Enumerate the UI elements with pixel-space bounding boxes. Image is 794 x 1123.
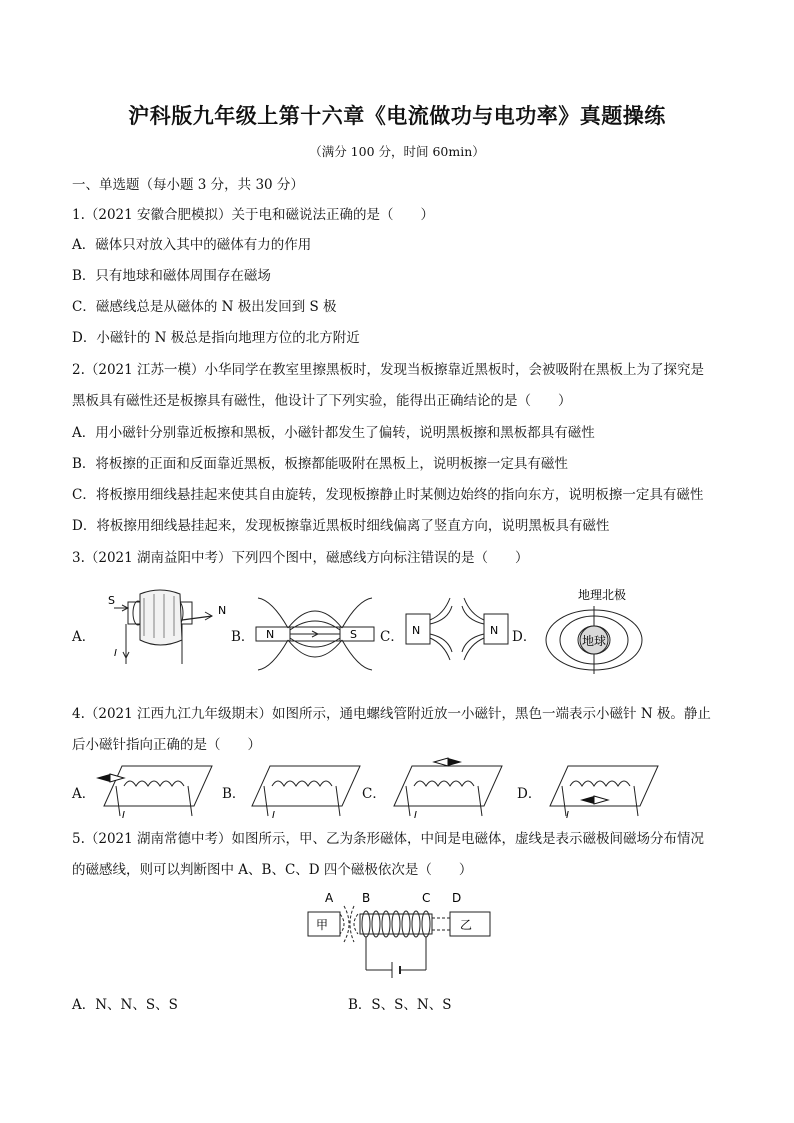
fig-d-earth-label: 地球	[582, 634, 607, 648]
fig-a-s-label: S	[108, 594, 115, 607]
q5-label-a: A	[325, 891, 334, 905]
q3-figure-b-bar-magnet	[252, 590, 378, 678]
q1-option-d: D．小磁针的 N 极总是指向地理方位的北方附近	[72, 330, 360, 346]
page-subtitle: （满分 100 分，时间 60min）	[309, 144, 485, 159]
fig-b-s-label: S	[350, 628, 357, 641]
q2-option-d: D．将板擦用细线悬挂起来，发现板擦靠近黑板时细线偏离了竖直方向，说明黑板具有磁性	[72, 518, 610, 534]
q1-option-b: B．只有地球和磁体周围存在磁场	[72, 268, 271, 284]
q4-d-current-label: I	[566, 810, 569, 821]
q2-option-c: C．将板擦用细线悬挂起来使其自由旋转，发现板擦静止时某侧边始终的指向东方，说明板擦一定具有磁性	[72, 487, 704, 503]
q2-stem-line1: 2.（2021 江苏一模）小华同学在教室里擦黑板时，发现当板擦靠近黑板时，会被吸附在黑板上为了探究是	[72, 362, 705, 378]
fig-b-n-label: N	[266, 628, 275, 641]
q4-figure-c	[384, 756, 506, 822]
q3-stem: 3.（2021 湖南益阳中考）下列四个图中，磁感线方向标注错误的是（ ）	[72, 550, 529, 566]
q5-option-a: A．N、N、S、S	[72, 997, 178, 1013]
q1-option-c: C．磁感线总是从磁体的 N 极出发回到 S 极	[72, 299, 337, 315]
q5-stem-line2: 的磁感线，则可以判断图中 A、B、C、D 四个磁极依次是（ ）	[72, 862, 473, 878]
q4-option-b-label: B．	[222, 786, 246, 802]
q1-stem: 1.（2021 安徽合肥模拟）关于电和磁说法正确的是（ ）	[72, 207, 435, 223]
q3-option-a-label: A．	[72, 629, 96, 645]
q4-figure-b	[242, 760, 364, 822]
q5-label-yi: 乙	[460, 918, 473, 932]
q5-label-jia: 甲	[316, 918, 329, 932]
q3-option-b-label: B．	[231, 629, 255, 645]
fig-a-n-label: N	[218, 604, 227, 617]
q4-b-current-label: I	[272, 810, 275, 821]
q2-option-b: B．将板擦的正面和反面靠近黑板，板擦都能吸附在黑板上，说明板擦一定具有磁性	[72, 456, 568, 472]
page-title: 沪科版九年级上第十六章《电流做功与电功率》真题操练	[128, 104, 666, 128]
q5-label-d: D	[452, 891, 462, 905]
q3-figure-a-hand-solenoid	[100, 584, 230, 674]
q5-stem-line1: 5.（2021 湖南常德中考）如图所示，甲、乙为条形磁体，中间是电磁体，虚线是表示磁极间磁场分布情况	[72, 831, 705, 847]
q4-stem-line1: 4.（2021 江西九江九年级期末）如图所示，通电螺线管附近放一小磁针，黑色一端表示小磁针 N 极。静止	[72, 706, 711, 722]
q4-option-a-label: A．	[72, 786, 96, 802]
q4-figure-a	[94, 760, 216, 822]
fig-d-north-label: 地理北极	[578, 588, 627, 602]
q3-option-d-label: D．	[512, 629, 537, 645]
q4-option-c-label: C．	[362, 786, 386, 802]
q3-option-c-label: C．	[380, 629, 404, 645]
q3-figure-d-earth-field	[538, 584, 648, 676]
q2-option-a: A．用小磁针分别靠近板擦和黑板，小磁针都发生了偏转，说明黑板擦和黑板都具有磁性	[72, 425, 595, 441]
q4-a-current-label: I	[122, 810, 125, 821]
q2-stem-line2: 黑板具有磁性还是板擦具有磁性，他设计了下列实验，能得出正确结论的是（ ）	[72, 393, 572, 409]
q5-label-c: C	[422, 891, 431, 905]
q4-stem-line2: 后小磁针指向正确的是（ ）	[72, 737, 261, 753]
q5-label-b: B	[362, 891, 371, 905]
section-heading: 一、单选题（每小题 3 分，共 30 分）	[72, 177, 304, 193]
fig-c-n2-label: N	[490, 624, 499, 637]
q1-option-a: A．磁体只对放入其中的磁体有力的作用	[72, 237, 312, 253]
q5-option-b: B．S、S、N、S	[348, 997, 452, 1013]
fig-a-current-label: I	[114, 648, 117, 659]
fig-c-n1-label: N	[412, 624, 421, 637]
q4-figure-d	[540, 760, 662, 822]
q4-option-d-label: D．	[517, 786, 542, 802]
q5-figure-electromagnet	[300, 888, 500, 984]
q3-figure-c-like-poles	[402, 594, 512, 666]
q4-c-current-label: I	[414, 810, 417, 821]
